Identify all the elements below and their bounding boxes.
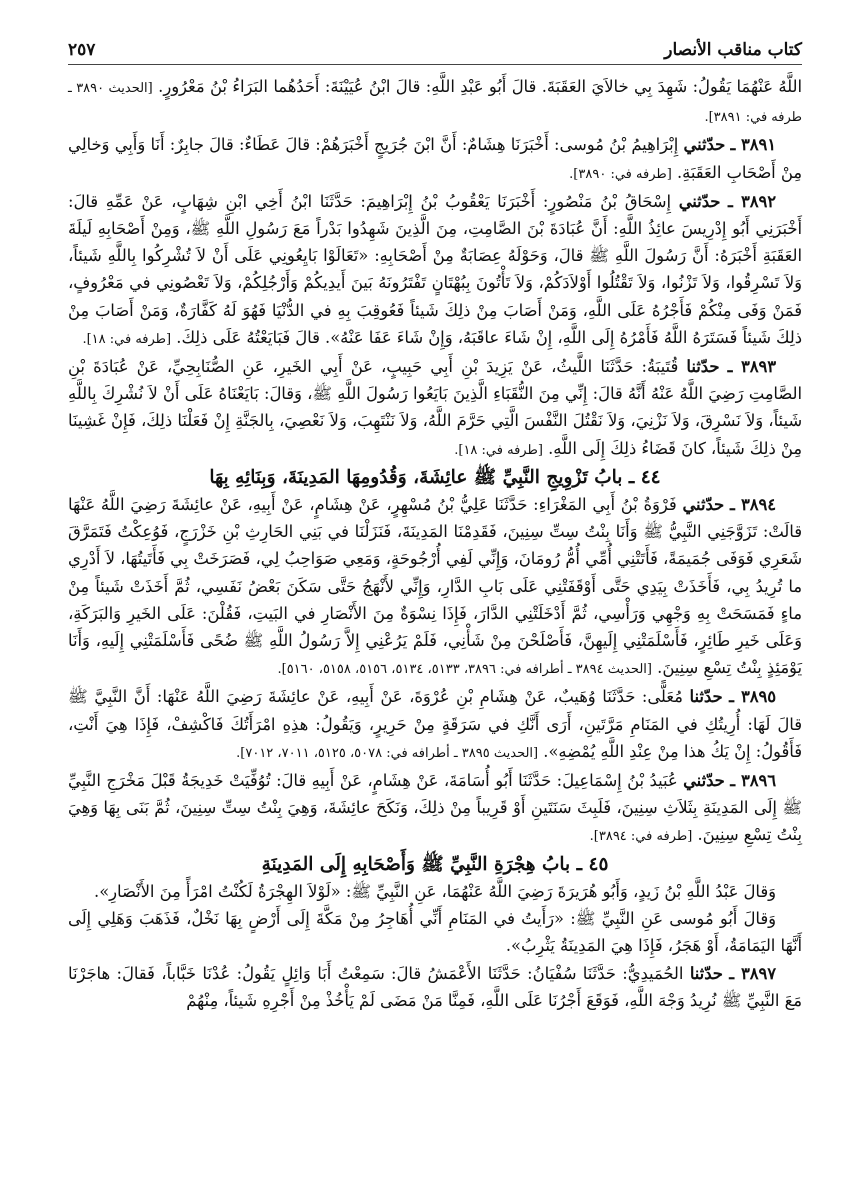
chapter-heading-44: ٤٤ ـ بابُ تَزْوِيجِ النَّبِيِّ ﷺ عائِشَةَ، وَقُدُومِهَا المَدِينَةَ، وَبِنَائِهِ بِهَا	[209, 466, 661, 488]
narration-keyword: حدّثني	[683, 135, 726, 155]
hadith-text: إِسْحَاقُ بْنُ مَنْصُورٍ: أَخْبَرَنَا يَعْقُوبُ بْنُ إِبْرَاهِيمَ: حَدَّثَنَا ابْنُ أَخِي ابْنِ شِهَابٍ، عَنْ عَمِّهِ قالَ: أَخْبَرَنِي أَبُو إِدْرِيسَ عائِذُ اللَّهِ: أَنَّ عُبَادَةَ بْنَ الصَّامِتِ، مِنَ الَّذِينَ شَهِدُوا بَدْراً مَعَ رَسُولِ اللَّهِ ﷺ، وَمِنْ أَصْحَابِهِ لَيلَةَ العَقَبَةِ أَخْبَرَهُ: أَنَّ رَسُولَ اللَّهِ ﷺ قالَ، وَحَوْلَهُ عِصَابَةٌ مِنْ أَصْحَابِهِ: «تَعَالَوْا بَايِعُونِي عَلَى أَنْ لاَ تُشْرِكُوا بِاللَّهِ شَيئاً، وَلاَ تَسْرِقُوا، وَلاَ تَزْنُوا، وَلاَ تَقْتُلُوا أَوْلاَدَكُمْ، وَلاَ تَأْتُونَ بِبُهْتَانٍ تَفْتَرُونَهُ بَينَ أَيدِيكُمْ وَأَرْجُلِكُمْ، وَلاَ تَعْصُونِي في مَعْرُوفٍ، فَمَنْ وَفَى مِنْكُمْ فَأَجْرُهُ عَلَى اللَّهِ، وَمَنْ أَصَابَ مِنْ ذلِكَ شَيئاً فَعُوقِبَ بِهِ في الدُّنْيَا فَهُوَ لَهُ كَفَّارَةٌ، وَمَنْ أَصَابَ مِنْ ذلِكَ شَيئاً فَسَتَرَهُ اللَّهُ فَأَمْرُهُ إِلَى اللَّهِ، إِنْ شَاءَ عاقَبَهُ، وَإِنْ شَاءَ عَفَا عَنْهُ». قالَ فَبَايَعْتُهُ عَلَى ذلِكَ.	[68, 191, 802, 347]
hadith-3891	[68, 131, 802, 187]
narration-keyword: حدّثني	[683, 771, 725, 791]
narration-keyword: حدّثنا	[689, 687, 723, 707]
hadith-text: مُعَلًّى: حَدَّثَنَا وُهَيبٌ، عَنْ هِشَامِ بْنِ عُرْوَةَ، عَنْ أَبِيهِ، عَنْ عائِشَةَ رَضِيَ اللَّهُ عَنْهَا: أَنَّ النَّبِيَّ ﷺ قالَ لَهَا: أُرِيتُكِ في المَنَامِ مَرَّتَينِ، أَرَى أَنَّكِ في سَرَقَةٍ مِنْ حَرِيرٍ، وَيَقُولُ: هذِهِ امْرَأَتُكَ فَاكْشِفْ، فَإِذَا هِيَ أَنْتِ، فَأَقُولُ: إِنْ يَكُ هذا مِنْ عِنْدِ اللَّهِ يُمْضِهِ».	[68, 687, 802, 761]
hadith-number: ٣٨٩١ ـ	[730, 135, 776, 155]
mualaq-quote-2: وَقالَ أَبُو مُوسى عَنِ النَّبِيِّ ﷺ: «رَأَيتُ في المَنَامِ أَنِّي أُهَاجِرُ مِنْ مَكَّةَ إِلَى أَرْضٍ بِهَا نَخْلٌ، فَذَهَبَ وَهَلِي إِلَى أَنَّهَا اليَمَامَةُ، أَوْ هَجَرُ، فَإِذَا هِيَ المَدِينَةُ يَثْرِبُ».	[68, 909, 802, 956]
narration-keyword: حدّثني	[678, 191, 721, 211]
narration-keyword: حدّثنا	[686, 357, 720, 377]
hadith-text: إِبْرَاهِيمُ بْنُ مُوسى: أَخْبَرَنَا هِشَامٌ: أَنَّ ابْنَ جُرَيجٍ أَخْبَرَهُمْ: قالَ عَطَاءٌ: قالَ جابِرٌ: أَنَا وَأَبِي وَخالِي مِنْ أَصْحَابِ العَقَبَةِ.	[68, 135, 802, 182]
cross-reference: [الحديث ٣٨٩٤ ـ أطرافه في: ٣٨٩٦، ٥١٣٣، ٥١٣٤، ٥١٥٦، ٥١٥٨، ٥١٦٠].	[277, 662, 652, 678]
hadith-number: ٣٨٩٣ ـ	[727, 357, 776, 377]
hadith-number: ٣٨٩٥ ـ	[729, 687, 776, 707]
paragraph-text: اللَّهُ عَنْهُمَا يَقُولُ: شَهِدَ بِي خالاَيَ العَقَبَةَ. قالَ أَبُو عَبْدِ اللَّهِ: قالَ ابْنُ عُيَيْنَةَ: أَحَدُهُما البَرَاءُ بْنُ مَعْرُورٍ.	[152, 77, 802, 96]
hadith-3892	[68, 188, 802, 353]
hadith-number: ٣٨٩٧ ـ	[729, 963, 776, 983]
hadith-text: قُتَيبَةُ: حَدَّثَنَا اللَّيثُ، عَنْ يَزِيدَ بْنِ أَبِي حَبِيبٍ، عَنْ أَبِي الخَيرِ، عَنِ الصُّنَابِحِيِّ، عَنْ عُبَادَةَ بْنِ الصَّامِتِ رَضِيَ اللَّهُ عَنْهُ أَنَّهُ قالَ: إِنِّي مِنَ النُّقَبَاءِ الَّذِينَ بَايَعُوا رَسُولَ اللَّهِ ﷺ، وَقالَ: بَايَعْنَاهُ عَلَى أَنْ لاَ نُشْرِكَ بِاللَّهِ شَيئاً، وَلاَ نَسْرِقَ، وَلاَ نَزْنِيَ، وَلاَ نَقْتُلَ النَّفْسَ الَّتِي حَرَّمَ اللَّهُ، وَلاَ نَنْتَهِبَ، وَلاَ نَعْصِيَ، بِالجَنَّةِ إِنْ فَعَلْنَا ذلِكَ، فَإِنْ غَشِينَا مِنْ ذلِكَ شَيئاً، كانَ قَضَاءُ ذلِكَ إِلَى اللَّهِ.	[68, 357, 802, 458]
hadith-3896	[68, 767, 802, 851]
hadith-3893	[68, 353, 802, 464]
cross-reference: [الحديث ٣٨٩٥ ـ أطرافه في: ٥٠٧٨، ٥١٢٥، ٧٠١١، ٧٠١٢].	[236, 745, 539, 761]
hadith-text: عُبَيدُ بْنُ إِسْمَاعِيلَ: حَدَّثَنَا أَبُو أُسَامَةَ، عَنْ هِشَامٍ، عَنْ أَبِيهِ قالَ: تُوُفِّيَتْ خَدِيجَةُ قَبْلَ مَخْرَجِ النَّبِيِّ ﷺ إِلَى المَدِينَةِ بِثَلاَثِ سِنِينَ، فَلَبِثَ سَنَتَينِ أَوْ قَرِيباً مِنْ ذلِكَ، وَنَكَحَ عائِشَةَ، وَهِيَ بِنْتُ سِتِّ سِنِينَ، ثُمَّ بَنَى بِهَا وَهِيَ بِنْتُ تِسْعِ سِنِينَ.	[68, 771, 802, 845]
hadith-number: ٣٨٩٢ ـ	[728, 191, 776, 211]
hadith-number: ٣٨٩٦ ـ	[730, 771, 776, 791]
hadith-number: ٣٨٩٤ ـ	[729, 495, 776, 515]
hadith-text: الحُمَيدِيُّ: حَدَّثَنَا سُفْيَانُ: حَدَّثَنَا الأَعْمَشُ قالَ: سَمِعْتُ أَبَا وَائِلٍ يَقُولُ: عُدْنَا خَبَّاباً، فَقالَ: هاجَرْنَا مَعَ النَّبِيِّ ﷺ نُرِيدُ وَجْهَ اللَّهِ، فَوَقَعَ أَجْرُنَا عَلَى اللَّهِ، فَمِنَّا مَنْ مَضَى لَمْ يَأْخُذْ مِنْ أَجْرِهِ شَيئاً، مِنْهُمْ	[68, 963, 802, 1010]
chapter-heading-45: ٤٥ ـ بابُ هِجْرَةِ النَّبِيِّ ﷺ وَأَصْحَابِهِ إِلَى المَدِينَةِ	[261, 853, 609, 875]
page-header	[68, 30, 802, 65]
cross-reference: [طرفه في: ٣٨٩٤].	[589, 829, 693, 845]
page-number: ٢٥٧	[68, 40, 96, 60]
mualaq-quote-1: وَقالَ عَبْدُ اللَّهِ بْنُ زَيدٍ، وَأَبُو هُرَيرَةَ رَضِيَ اللَّهُ عَنْهُمَا، عَنِ النَّبِيِّ ﷺ: «لَوْلاَ الهِجْرَةُ لَكُنْتُ امْرَأً مِنَ الأَنْصَارِ».	[94, 881, 776, 901]
narration-keyword: حدّثنا	[689, 963, 723, 983]
narration-keyword: حدّثني	[682, 495, 725, 515]
book-page	[68, 30, 802, 1014]
cross-reference: [طرفه في: ١٨].	[454, 442, 543, 458]
paragraph-continuation	[68, 73, 802, 131]
cross-reference: [طرفه في: ١٨].	[82, 331, 172, 347]
cross-reference: [طرفه في: ٣٨٩٠].	[569, 166, 672, 182]
hadith-text: فَرْوَةُ بْنُ أَبِي المَغْرَاءِ: حَدَّثَنَا عَلِيُّ بْنُ مُسْهِرٍ، عَنْ هِشَامٍ، عَنْ أَبِيهِ، عَنْ عائِشَةَ رَضِيَ اللَّهُ عَنْهَا قالَتْ: تَزَوَّجَنِي النَّبِيُّ ﷺ وَأَنَا بِنْتُ سِتِّ سِنِينَ، فَقَدِمْنَا المَدِينَةَ، فَنَزَلْنَا في بَنِي الحَارِثِ بْنِ خَزْرَجٍ، فَوُعِكْتُ فَتَمَرَّقَ شَعَرِي فَوَفَى جُمَيمَةً، فَأَتَتْنِي أُمِّي أُمُّ رُومَانَ، وَإِنِّي لَفِي أُرْجُوحَةٍ، وَمَعِي صَوَاحِبُ لِي، فَصَرَخَتْ بِي فَأَتَيتُهَا، لاَ أَدْرِي ما تُرِيدُ بِي، فَأَخَذَتْ بِيَدِي حَتَّى أَوْقَفَتْنِي عَلَى بَابِ الدَّارِ، وَإِنِّي لأَنْهَجُ حَتَّى سَكَنَ بَعْضُ نَفَسِي، ثُمَّ أَخَذَتْ شَيئاً مِنْ ماءٍ فَمَسَحَتْ بِهِ وَجْهِي وَرَأْسِي، ثُمَّ أَدْخَلَتْنِي الدَّارَ، فَإِذَا نِسْوَةٌ مِنَ الأَنْصَارِ في البَيتِ، فَقُلْنَ: عَلَى الخَيرِ وَالبَرَكَةِ، وَعَلَى خَيرِ طَائِرٍ، فَأَسْلَمَتْنِي إِلَيهِنَّ، فَأَصْلَحْنَ مِنْ شَأْنِي، فَلَمْ يَرُعْنِي إِلاَّ رَسُولُ اللَّهِ ﷺ ضُحًى فَأَسْلَمَتْنِي إِلَيهِ، وَأَنَا يَوْمَئِذٍ بِنْتُ تِسْعِ سِنِينَ.	[68, 495, 802, 678]
hadith-3894	[68, 491, 802, 683]
page-body	[68, 73, 802, 1014]
running-title: كتاب مناقب الأنصار	[664, 40, 802, 60]
cross-reference: [الحديث ٣٨٩٠ ـ طرفه في: ٣٨٩١].	[68, 81, 802, 126]
hadith-3895	[68, 683, 802, 767]
hadith-3897	[68, 960, 802, 1014]
